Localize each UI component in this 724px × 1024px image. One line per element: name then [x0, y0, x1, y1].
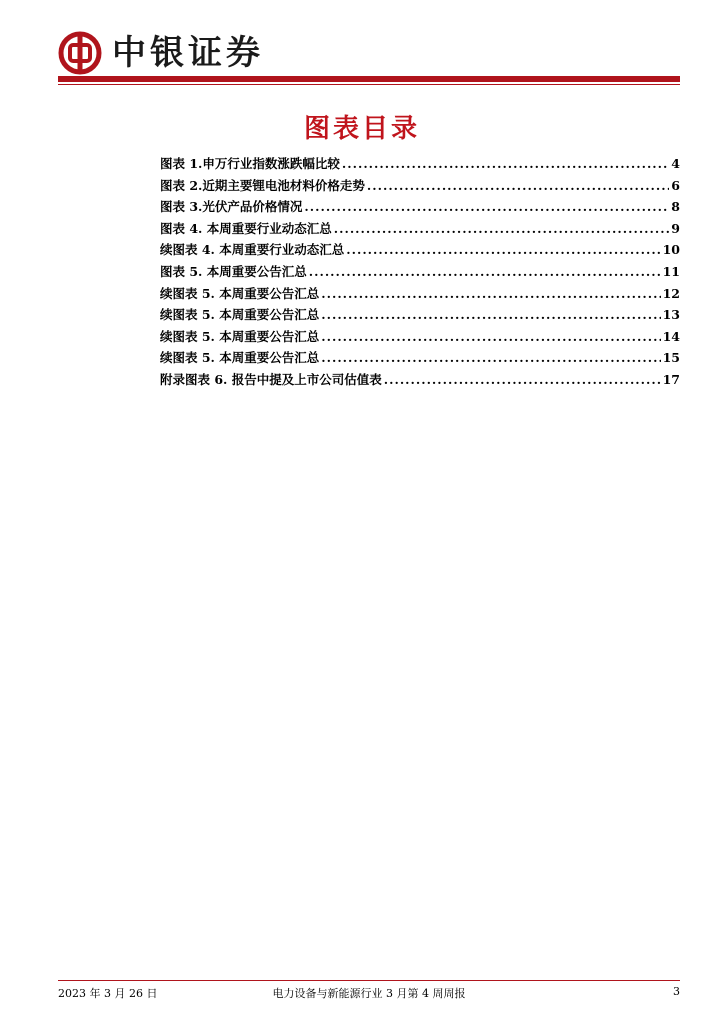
report-date: 2023 年 3 月 26 日 — [58, 987, 158, 1000]
page-footer — [58, 985, 680, 1001]
toc-leader-dots — [384, 372, 661, 387]
toc-entry-page: 10 — [662, 242, 680, 258]
toc-entry-label: 续图表 5. 本周重要公告汇总 — [160, 350, 320, 366]
toc-entry-page: 11 — [662, 263, 680, 279]
toc-entry-label: 图表 2.近期主要锂电池材料价格走势 — [160, 177, 365, 193]
toc-entry[interactable] — [160, 370, 680, 392]
toc-leader-dots — [309, 264, 661, 279]
footer-divider — [58, 980, 680, 981]
toc-entry[interactable] — [160, 154, 680, 176]
toc-entry[interactable] — [160, 262, 680, 284]
toc-entry-label: 续图表 4. 本周重要行业动态汇总 — [160, 242, 345, 258]
header-divider — [58, 76, 680, 82]
report-title: 电力设备与新能源行业 3 月第 4 周周报 — [272, 987, 466, 1000]
toc-entry-label: 附录图表 6. 报告中提及上市公司估值表 — [160, 371, 382, 387]
toc-entry-label: 续图表 5. 本周重要公告汇总 — [160, 285, 320, 301]
toc-leader-dots — [321, 307, 660, 322]
toc-entry-page: 13 — [662, 307, 680, 323]
toc-entry-page: 4 — [671, 156, 680, 171]
toc-title: 图表目录 — [303, 114, 420, 144]
toc-entry-label: 图表 5. 本周重要公告汇总 — [160, 263, 307, 279]
toc-entry-page: 15 — [662, 350, 680, 366]
toc-leader-dots — [342, 156, 669, 171]
toc-leader-dots — [321, 329, 660, 344]
page-header — [58, 30, 264, 76]
bank-of-china-logo-icon — [58, 31, 102, 75]
toc-entry[interactable] — [160, 219, 680, 241]
toc-leader-dots — [321, 350, 660, 365]
toc-entry-label: 续图表 5. 本周重要公告汇总 — [160, 328, 320, 344]
header-divider-thin — [58, 84, 680, 85]
toc-entry-page: 14 — [662, 328, 680, 344]
toc-entry[interactable] — [160, 240, 680, 262]
toc-entry[interactable] — [160, 305, 680, 327]
toc-entry-label: 续图表 5. 本周重要公告汇总 — [160, 307, 320, 323]
brand-name: 中银证券 — [112, 33, 264, 73]
toc-leader-dots — [346, 242, 660, 257]
toc-entry[interactable] — [160, 197, 680, 219]
toc-entry-label: 图表 4. 本周重要行业动态汇总 — [160, 220, 332, 236]
toc-leader-dots — [321, 286, 660, 301]
toc-entry[interactable] — [160, 284, 680, 306]
toc-leader-dots — [367, 178, 669, 193]
toc-entry[interactable] — [160, 327, 680, 349]
toc-entry-label: 图表 3.光伏产品价格情况 — [160, 199, 303, 215]
toc-leader-dots — [334, 221, 670, 236]
toc-entry-page: 8 — [671, 199, 680, 215]
page-number: 3 — [673, 985, 680, 998]
toc-entry-page: 6 — [671, 177, 680, 193]
toc-entry-page: 12 — [662, 285, 680, 301]
table-of-figures — [160, 154, 680, 392]
toc-leader-dots — [304, 199, 669, 214]
toc-entry[interactable] — [160, 348, 680, 370]
toc-entry-label: 图表 1.申万行业指数涨跌幅比较 — [160, 156, 340, 171]
toc-entry[interactable] — [160, 176, 680, 198]
toc-entry-page: 9 — [671, 220, 680, 236]
toc-entry-page: 17 — [662, 371, 680, 387]
